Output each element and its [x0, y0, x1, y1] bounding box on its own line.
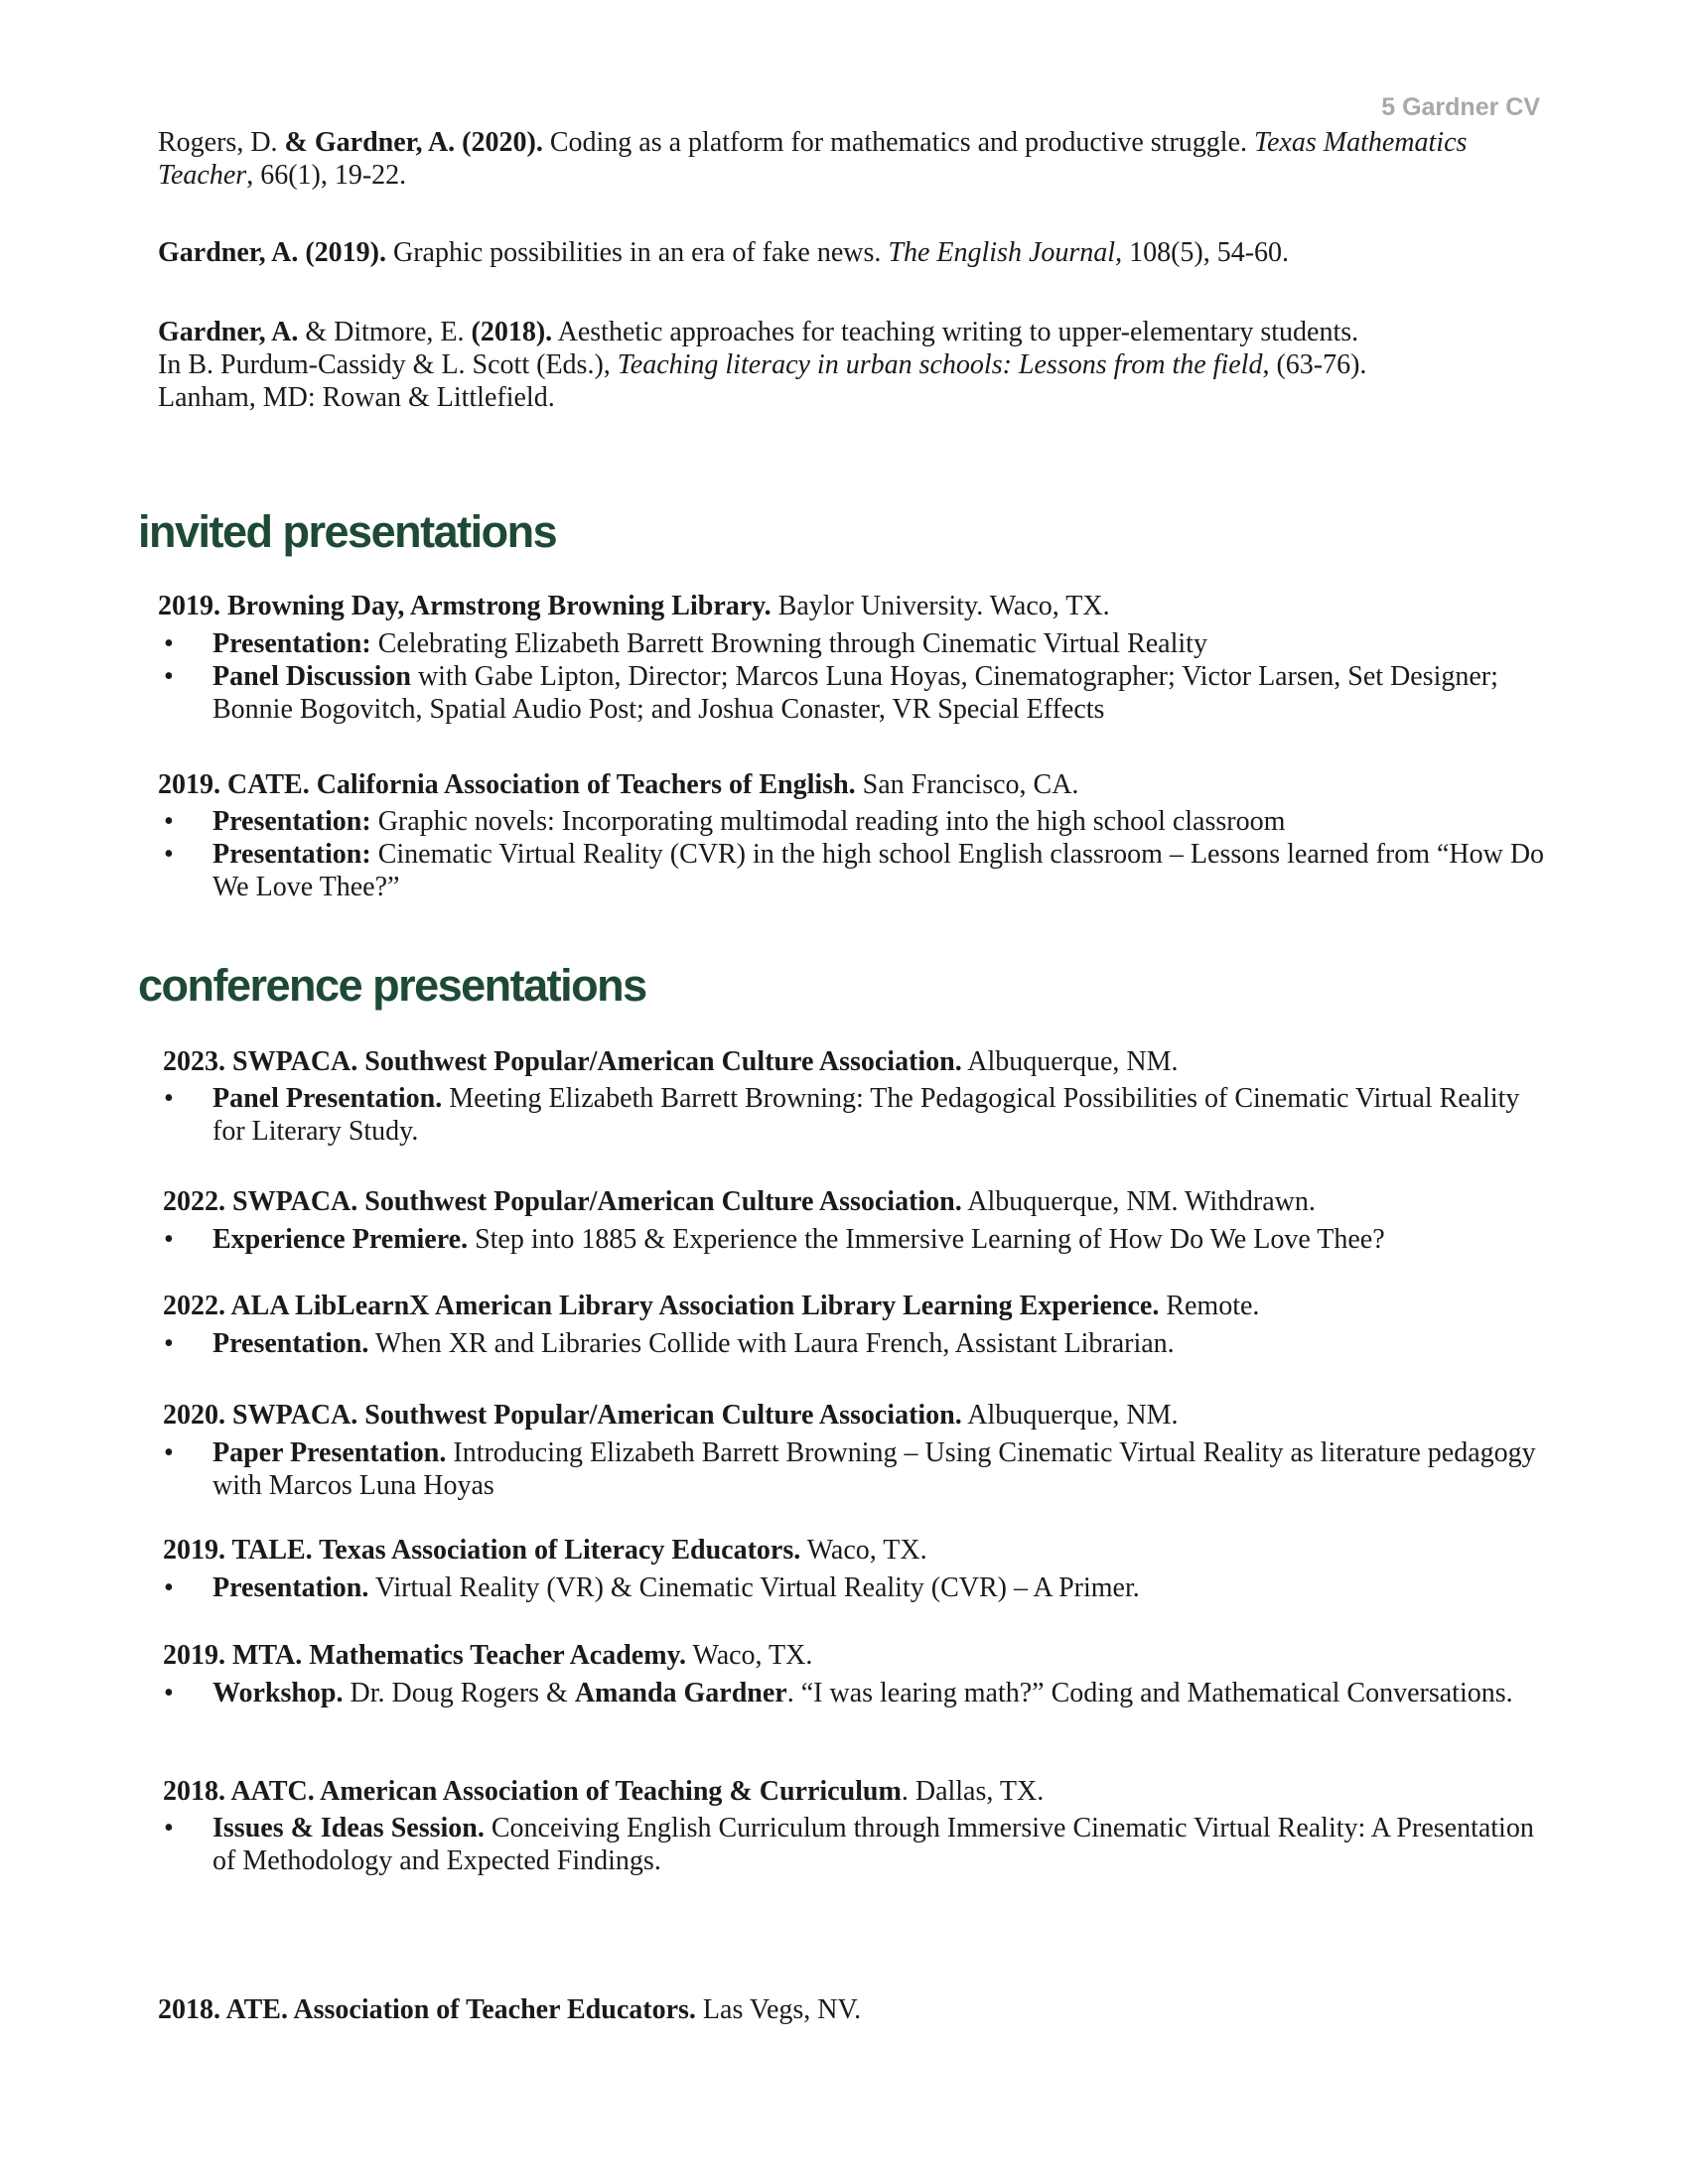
section-title-conference: conference presentations [138, 960, 646, 1011]
bullet-icon: • [164, 839, 174, 870]
bullet-icon: • [164, 1572, 174, 1603]
list-item: • Experience Premiere. Step into 1885 & Experience the Immersive Learning of How Do We Love Thee? [164, 1224, 1385, 1255]
list-item: • Presentation: Celebrating Elizabeth Barrett Browning through Cinematic Virtual Reality [164, 628, 1207, 659]
presentation-entry-heading: 2019. MTA. Mathematics Teacher Academy. Waco, TX. [163, 1640, 813, 1671]
presentation-entry-heading: 2022. SWPACA. Southwest Popular/American Culture Association. Albuquerque, NM. Withdrawn. [163, 1186, 1316, 1217]
list-item: • Workshop. Dr. Doug Rogers & Amanda Gardner. “I was learing math?” Coding and Mathematical Conversations. [164, 1678, 1513, 1708]
list-item: • Presentation: Cinematic Virtual Reality (CVR) in the high school English classroom – Lessons learned from “How Do We Love Thee?” [164, 839, 1545, 902]
presentation-entry-heading: 2018. AATC. American Association of Teaching & Curriculum. Dallas, TX. [163, 1776, 1045, 1807]
bullet-icon: • [164, 1224, 174, 1255]
list-item: • Panel Discussion with Gabe Lipton, Director; Marcos Luna Hoyas, Cinematographer; Victor Larsen, Set Designer; Bonnie Bogovitch, Spatial Audio Post; and Joshua Conaster, VR Special Effects [164, 661, 1498, 725]
bullet-icon: • [164, 661, 174, 692]
publication-entry: Rogers, D. & Gardner, A. (2020). Coding as a platform for mathematics and productive struggle. Texas Mathematics Teacher, 66(1), 19-22. [158, 127, 1468, 191]
section-title-invited: invited presentations [138, 506, 557, 557]
presentation-bullets [158, 1082, 1548, 1148]
presentation-bullets [158, 1436, 1548, 1502]
presentation-bullets [158, 627, 1548, 726]
publication-entry: Gardner, A. (2019). Graphic possibilities in an era of fake news. The English Journal, 108(5), 54-60. [158, 237, 1290, 268]
presentation-entry-heading: 2018. ATE. Association of Teacher Educators. Las Vegs, NV. [158, 1994, 862, 2025]
bullet-icon: • [164, 806, 174, 837]
presentation-bullets [158, 1571, 1548, 1604]
list-item: • Issues & Ideas Session. Conceiving English Curriculum through Immersive Cinematic Virtual Reality: A Presentation of Methodology and Expected Findings. [164, 1813, 1534, 1876]
presentation-entry-heading: 2019. CATE. California Association of Teachers of English. San Francisco, CA. [158, 769, 1079, 800]
presentation-entry-heading: 2020. SWPACA. Southwest Popular/American Culture Association. Albuquerque, NM. [163, 1400, 1179, 1431]
publication-entry: Gardner, A. & Ditmore, E. (2018). Aesthetic approaches for teaching writing to upper-elementary students. In B. Purdum-Cassidy & L. Scott (Eds.), Teaching literacy in urban schools: Lessons from the field, (63-76). Lanham, MD: Rowan & Littlefield. [158, 317, 1367, 413]
list-item: • Presentation. Virtual Reality (VR) & Cinematic Virtual Reality (CVR) – A Primer. [164, 1572, 1140, 1603]
presentation-entry-heading: 2023. SWPACA. Southwest Popular/American Culture Association. Albuquerque, NM. [163, 1046, 1179, 1077]
bullet-icon: • [164, 1328, 174, 1359]
presentation-bullets [158, 805, 1548, 903]
presentation-bullets [158, 1677, 1548, 1709]
bullet-icon: • [164, 1437, 174, 1468]
presentation-entry-heading: 2022. ALA LibLearnX American Library Association Library Learning Experience. Remote. [163, 1291, 1260, 1321]
page-header: 5 Gardner CV [1381, 93, 1540, 121]
presentation-entry-heading: 2019. TALE. Texas Association of Literacy Educators. Waco, TX. [163, 1535, 927, 1566]
bullet-icon: • [164, 628, 174, 659]
presentation-bullets [158, 1812, 1548, 1877]
list-item: • Paper Presentation. Introducing Elizabeth Barrett Browning – Using Cinematic Virtual Reality as literature pedagogy with Marcos Luna Hoyas [164, 1437, 1536, 1501]
list-item: • Presentation: Graphic novels: Incorporating multimodal reading into the high school classroom [164, 806, 1286, 837]
bullet-icon: • [164, 1813, 174, 1843]
presentation-bullets [158, 1223, 1548, 1256]
presentation-bullets [158, 1327, 1548, 1360]
presentation-entry-heading: 2019. Browning Day, Armstrong Browning Library. Baylor University. Waco, TX. [158, 591, 1110, 621]
list-item: • Presentation. When XR and Libraries Collide with Laura French, Assistant Librarian. [164, 1328, 1175, 1359]
bullet-icon: • [164, 1678, 174, 1708]
bullet-icon: • [164, 1083, 174, 1114]
list-item: • Panel Presentation. Meeting Elizabeth Barrett Browning: The Pedagogical Possibilities of Cinematic Virtual Reality for Literary Study. [164, 1083, 1520, 1147]
